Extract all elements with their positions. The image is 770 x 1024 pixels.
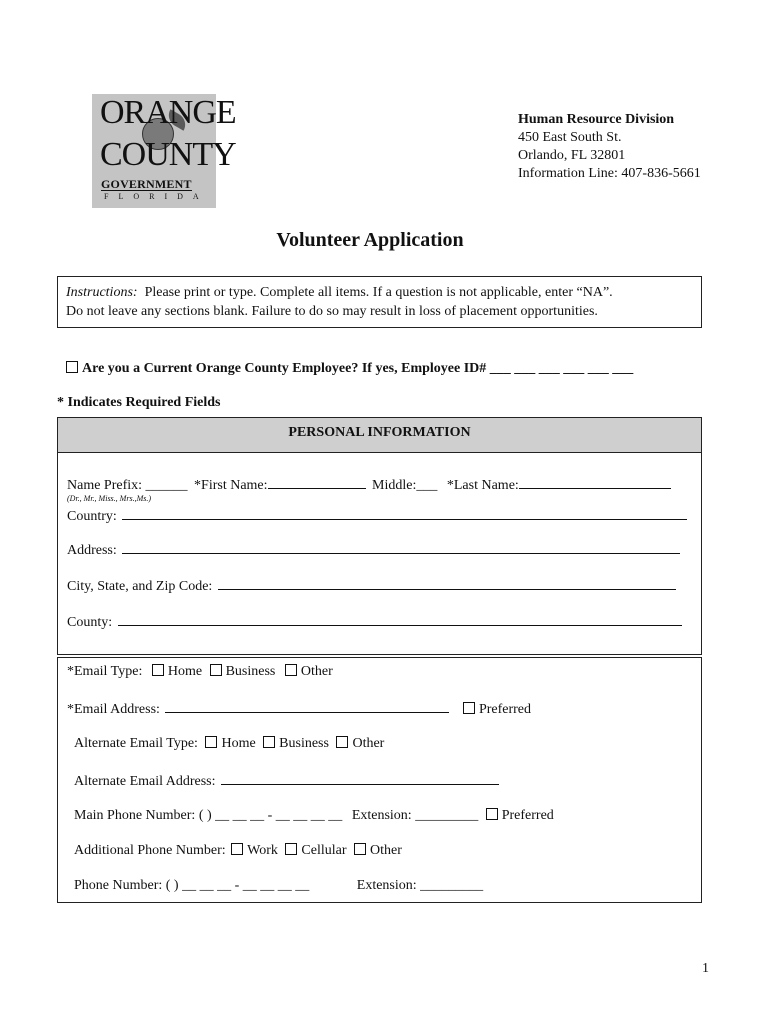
email-address-label: *Email Address: bbox=[67, 702, 160, 717]
instructions-label: Instructions: bbox=[66, 285, 138, 300]
page-number: 1 bbox=[702, 961, 709, 976]
additional-phone-row bbox=[74, 843, 402, 859]
email-address-field[interactable] bbox=[165, 700, 449, 713]
hr-contact-block bbox=[518, 111, 701, 183]
additional-phone-other-label: Other bbox=[370, 843, 402, 858]
hr-address-city: Orlando, FL 32801 bbox=[518, 148, 626, 163]
additional-phone-cellular-label: Cellular bbox=[301, 843, 347, 858]
main-phone-field[interactable]: Main Phone Number: ( ) __ __ __ - __ __ __ __ bbox=[74, 808, 343, 823]
alt-email-business-checkbox[interactable] bbox=[263, 736, 275, 748]
alt-email-address-label: Alternate Email Address: bbox=[74, 774, 216, 789]
instructions-box bbox=[57, 276, 702, 328]
alt-email-type-row bbox=[74, 736, 384, 752]
hr-address-street: 450 East South St. bbox=[518, 130, 622, 145]
employee-checkbox[interactable] bbox=[66, 361, 78, 373]
name-prefix-hint: (Dr., Mr., Miss., Mrs.,Ms.) bbox=[67, 494, 152, 503]
county-label: County: bbox=[67, 615, 113, 630]
orange-county-logo bbox=[92, 94, 236, 208]
alt-email-home-checkbox[interactable] bbox=[205, 736, 217, 748]
alt-email-business-label: Business bbox=[279, 736, 329, 751]
email-preferred-label: Preferred bbox=[478, 702, 532, 717]
address-label: Address: bbox=[67, 543, 117, 558]
hr-info-line: Information Line: 407-836-5661 bbox=[518, 166, 701, 181]
phone-preferred-checkbox[interactable] bbox=[486, 808, 498, 820]
county-field[interactable] bbox=[118, 613, 682, 626]
middle-name-field[interactable]: Middle:___ bbox=[372, 478, 438, 493]
email-type-label: *Email Type: bbox=[67, 664, 143, 679]
instructions-text-2: Do not leave any sections blank. Failure to do so may result in loss of placement opportunities. bbox=[66, 304, 598, 319]
address-row bbox=[67, 541, 680, 559]
name-prefix-field[interactable]: Name Prefix: ______ bbox=[67, 478, 188, 493]
last-name-label: *Last Name: bbox=[446, 478, 519, 493]
county-row bbox=[67, 613, 682, 631]
alt-email-address-field[interactable] bbox=[221, 772, 499, 785]
logo-line-county: COUNTY bbox=[100, 136, 236, 173]
country-field[interactable] bbox=[122, 507, 687, 520]
phone-number-row bbox=[74, 878, 483, 894]
alt-email-home-label: Home bbox=[221, 736, 256, 751]
phone-preferred-label: Preferred bbox=[501, 808, 554, 823]
email-type-row bbox=[67, 664, 333, 680]
hr-division: Human Resource Division bbox=[518, 112, 675, 127]
main-phone-extension-field[interactable]: Extension: _________ bbox=[351, 808, 479, 823]
logo-line-orange: ORANGE bbox=[100, 94, 236, 131]
city-state-zip-row bbox=[67, 577, 676, 595]
contact-section bbox=[57, 657, 702, 903]
logo-line-florida: FLORIDA bbox=[104, 192, 209, 201]
email-type-business-checkbox[interactable] bbox=[210, 664, 222, 676]
alt-email-type-label: Alternate Email Type: bbox=[74, 736, 198, 751]
city-state-zip-field[interactable] bbox=[218, 577, 676, 590]
page-title: Volunteer Application bbox=[276, 229, 464, 251]
last-name-field[interactable] bbox=[519, 476, 671, 489]
phone-number-extension-field[interactable]: Extension: _________ bbox=[356, 878, 484, 893]
first-name-field[interactable] bbox=[268, 476, 366, 489]
email-type-business-label: Business bbox=[225, 664, 276, 679]
logo-line-government: GOVERNMENT bbox=[101, 177, 192, 191]
additional-phone-label: Additional Phone Number: bbox=[74, 843, 226, 858]
additional-phone-other-checkbox[interactable] bbox=[354, 843, 366, 855]
country-row bbox=[67, 507, 687, 525]
personal-information-heading: PERSONAL INFORMATION bbox=[58, 418, 701, 453]
additional-phone-work-label: Work bbox=[247, 843, 278, 858]
address-field[interactable] bbox=[122, 541, 680, 554]
email-type-home-label: Home bbox=[167, 664, 203, 679]
phone-number-field[interactable]: Phone Number: ( ) __ __ __ - __ __ __ __ bbox=[74, 878, 310, 893]
employee-question: Are you a Current Orange County Employee? If yes, Employee ID# ___ ___ ___ ___ ___ ___ bbox=[82, 361, 634, 376]
additional-phone-cellular-checkbox[interactable] bbox=[285, 843, 297, 855]
email-type-other-label: Other bbox=[300, 664, 333, 679]
email-address-row bbox=[67, 700, 531, 718]
personal-information-section bbox=[57, 417, 702, 655]
email-preferred-checkbox[interactable] bbox=[463, 702, 475, 714]
country-label: Country: bbox=[67, 509, 117, 524]
alt-email-other-label: Other bbox=[352, 736, 385, 751]
email-type-home-checkbox[interactable] bbox=[152, 664, 164, 676]
city-state-zip-label: City, State, and Zip Code: bbox=[67, 579, 213, 594]
additional-phone-work-checkbox[interactable] bbox=[231, 843, 243, 855]
first-name-label: *First Name: bbox=[194, 478, 268, 493]
email-type-other-checkbox[interactable] bbox=[285, 664, 297, 676]
name-row bbox=[67, 476, 671, 494]
employee-question-row bbox=[66, 361, 633, 377]
required-fields-note: * Indicates Required Fields bbox=[57, 395, 221, 410]
alt-email-address-row bbox=[74, 772, 499, 790]
alt-email-other-checkbox[interactable] bbox=[336, 736, 348, 748]
instructions-text-1: Please print or type. Complete all items. If a question is not applicable, enter “NA”. bbox=[144, 285, 613, 300]
main-phone-row bbox=[74, 808, 554, 824]
